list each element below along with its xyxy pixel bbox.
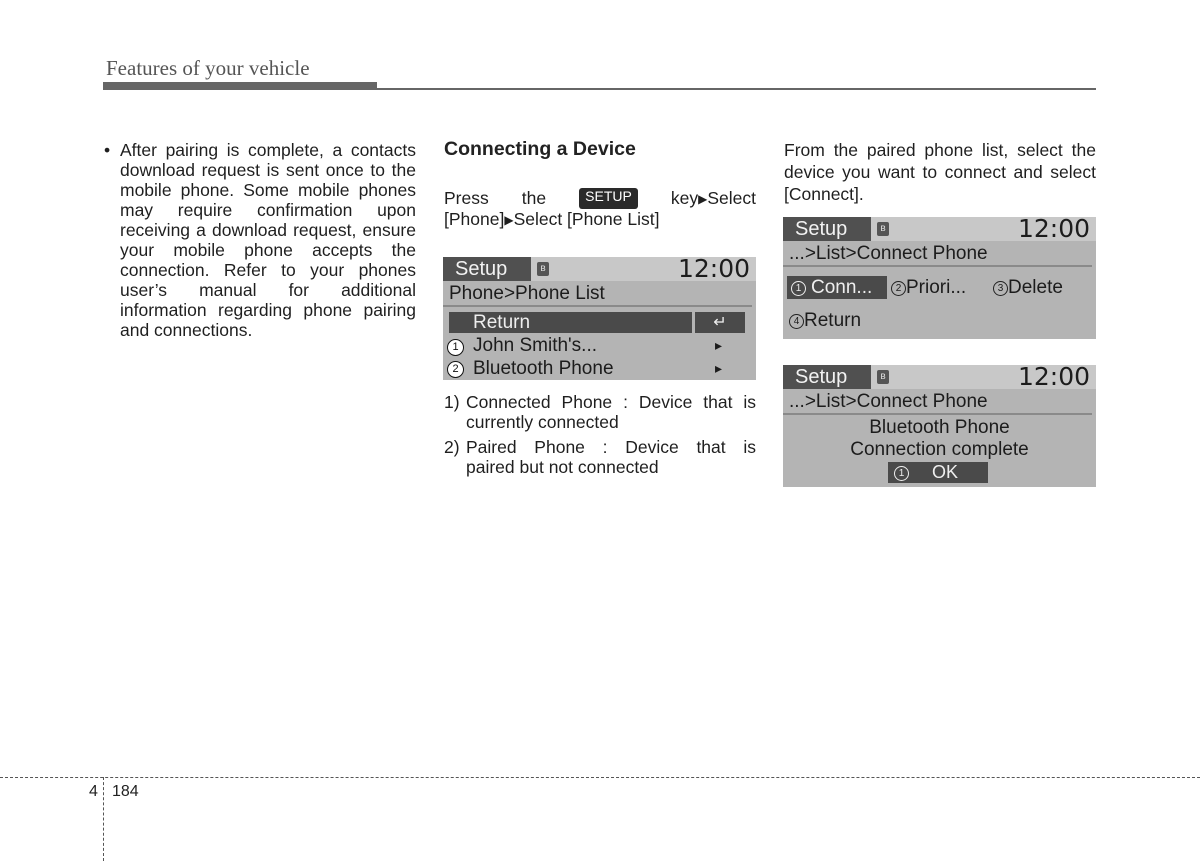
option-connect[interactable]: 1 Conn... bbox=[787, 276, 887, 299]
bullet-item bbox=[104, 140, 416, 340]
option-delete[interactable]: 3 Delete bbox=[993, 276, 1063, 299]
lcd-row-bluetooth-phone[interactable] bbox=[443, 357, 756, 380]
arrow-right-icon: ▶ bbox=[504, 213, 514, 227]
lcd-screen-connection-complete bbox=[783, 365, 1096, 487]
column-3-intro: From the paired phone list, select the device you want to connect and select [Connect]. bbox=[784, 140, 1096, 204]
option-return[interactable]: 4 Return bbox=[789, 309, 861, 332]
arrow-right-icon: ▶ bbox=[698, 192, 708, 206]
arrow-right-icon: ▸ bbox=[715, 337, 723, 353]
setup-key-badge: SETUP bbox=[579, 188, 638, 209]
footer-rule bbox=[0, 777, 1200, 778]
section-heading: Connecting a Device bbox=[444, 138, 636, 160]
lcd-clock: 12:00 bbox=[1017, 217, 1090, 243]
lcd-screen-connect-phone bbox=[783, 217, 1096, 339]
bullet-dot: • bbox=[104, 140, 111, 160]
bluetooth-icon: ʙ bbox=[877, 370, 889, 384]
column-1 bbox=[104, 140, 416, 340]
lcd-tab: Setup bbox=[443, 257, 531, 281]
lcd-row-label: John Smith's... bbox=[473, 335, 598, 356]
lcd-clock: 12:00 bbox=[677, 257, 750, 283]
lcd-status-bar bbox=[783, 217, 1096, 241]
lcd-tab: Setup bbox=[783, 365, 871, 389]
lcd-status-bar bbox=[783, 365, 1096, 389]
lcd-breadcrumb: ...>List>Connect Phone bbox=[783, 391, 1092, 415]
lcd-row-label: Return bbox=[473, 312, 531, 333]
return-icon: ↵ bbox=[695, 312, 745, 333]
lcd-option-row bbox=[783, 309, 1096, 332]
lcd-breadcrumb: Phone>Phone List bbox=[443, 283, 752, 307]
header-rule bbox=[103, 88, 1096, 90]
instruction-line-1 bbox=[444, 188, 756, 209]
option-priority[interactable]: 2 Priori... bbox=[891, 276, 966, 299]
note-item: 2) Paired Phone : Device that is paired but not connected bbox=[444, 437, 756, 477]
column-2 bbox=[444, 139, 756, 230]
lcd-status-bar bbox=[443, 257, 756, 281]
lcd-breadcrumb: ...>List>Connect Phone bbox=[783, 243, 1092, 267]
page-number: 184 bbox=[112, 783, 139, 800]
ok-button[interactable]: 1 OK bbox=[888, 462, 988, 483]
bluetooth-icon: ʙ bbox=[877, 222, 889, 236]
callout-marker-2: 2 bbox=[447, 361, 464, 378]
lcd-clock: 12:00 bbox=[1017, 365, 1090, 391]
page-header-title: Features of your vehicle bbox=[106, 56, 310, 80]
lcd-screen-phone-list bbox=[443, 257, 756, 380]
instruction-the: the bbox=[521, 188, 547, 208]
callout-notes bbox=[444, 392, 756, 477]
instruction-key-select: key▶Select bbox=[670, 188, 756, 208]
lcd-row-return[interactable] bbox=[443, 311, 756, 334]
instruction-press: Press bbox=[444, 188, 489, 208]
chapter-number: 4 bbox=[89, 783, 98, 800]
lcd-tab: Setup bbox=[783, 217, 871, 241]
bluetooth-icon: ʙ bbox=[537, 262, 549, 276]
arrow-right-icon: ▸ bbox=[715, 360, 723, 376]
lcd-option-row bbox=[783, 276, 1096, 299]
callout-marker-1: 1 bbox=[447, 339, 464, 356]
lcd-message: Bluetooth Phone Connection complete bbox=[850, 417, 1029, 460]
lcd-row-john-smith[interactable] bbox=[443, 334, 756, 357]
instruction-line-2: [Phone]▶Select [Phone List] bbox=[444, 209, 660, 229]
footer-divider bbox=[103, 777, 104, 861]
note-item: 1) Connected Phone : Device that is currently connected bbox=[444, 392, 756, 432]
lcd-row-label: Bluetooth Phone bbox=[473, 358, 614, 379]
bullet-text: After pairing is complete, a contacts download request is sent once to the mobile phone. Some mobile phones may require confirmation upon receiving a download request, ensure your mobile phone accepts the connection. Refer to your phones user’s manual for additional information regarding phone pairing and connections. bbox=[120, 140, 416, 340]
